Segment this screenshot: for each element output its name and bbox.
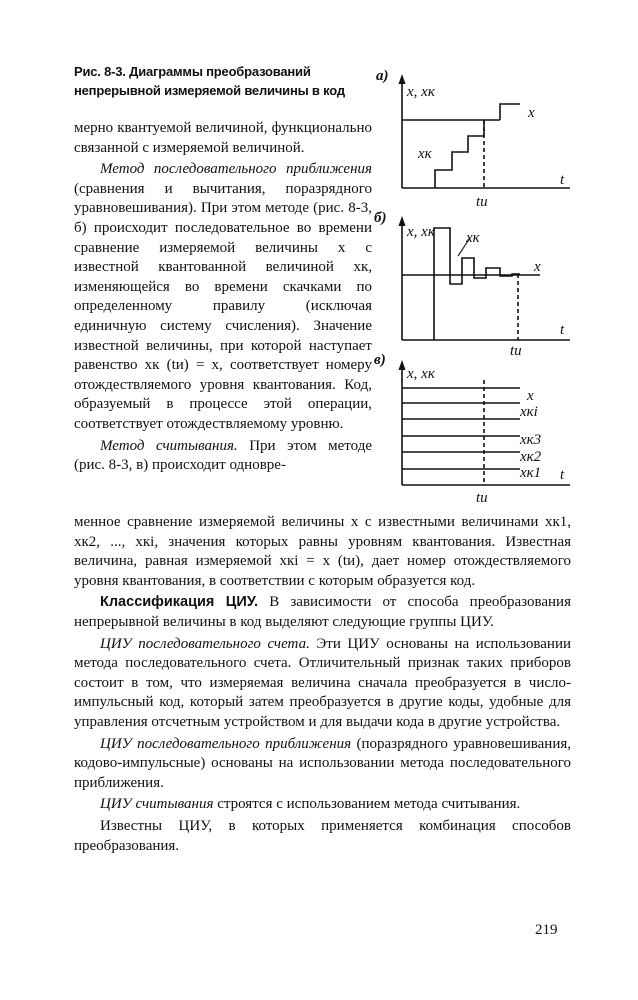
diagram-c-y-arrow bbox=[399, 360, 406, 370]
diagram-a-axis-y-label: x, xк bbox=[407, 84, 435, 100]
diagram-b-y-arrow bbox=[399, 216, 406, 226]
diagram-c-axis-y-label: x, xк bbox=[407, 366, 435, 382]
main-body-text bbox=[74, 513, 571, 856]
term-successive-approx-ciu: ЦИУ последовательного приближения bbox=[100, 735, 352, 752]
diagram-c-xk1-label: xк1 bbox=[520, 465, 542, 481]
heading-classification: Классификация ЦИУ. bbox=[100, 594, 259, 611]
diagram-c-xk2-label: xк2 bbox=[520, 449, 542, 465]
paragraph-combination: Известны ЦИУ, в которых применяется комбинация способов преобразования. bbox=[74, 817, 571, 854]
diagram-b-axis-y-label: x, xк bbox=[407, 224, 435, 240]
left-column-text bbox=[74, 119, 372, 476]
diagram-a-xk-label: xк bbox=[418, 146, 432, 162]
paragraph-reading-text: строятся с использованием метода считывания. bbox=[213, 796, 521, 813]
paragraph-2 bbox=[74, 160, 372, 434]
diagram-c-x-label: x bbox=[527, 388, 534, 404]
term-successive-approximation: Метод последовательного приближения bbox=[100, 161, 372, 178]
diagram-b-xk-label: xк bbox=[466, 230, 480, 246]
diagram-a-x-label: x bbox=[528, 105, 535, 121]
paragraph-1: мерно квантуемой величиной, функционально связанной с измеряемой величиной. bbox=[74, 120, 372, 156]
paragraph-classification-text: В зависимости от способа преобразования непрерывной величины в код выделяют следующие группы ЦИУ. bbox=[74, 594, 571, 630]
term-reading-method: Метод считывания. bbox=[100, 437, 238, 454]
paragraph-2-text: (сравнения и вычитания, поразрядного уравновешивания). При этом методе (рис. 8-3, б) происходит последовательное во времени сравнение измеряемой величины x с известной квантованной величиной xк, изменяющейся во времени скачками по определенному правилу (исключая единичную систему счисления). Значение известной величины, при которой наступает равенство xк (tи) = x, соответствует номеру отождествляемого уровня квантования. Код, образуемый в процессе этой операции, соответствует отождествляемому уровню. bbox=[74, 180, 372, 432]
diagram-b-panel-label: б) bbox=[374, 210, 387, 226]
paragraph-sequential-count bbox=[74, 635, 571, 733]
diagram-c-tu-label: tи bbox=[476, 490, 488, 506]
paragraph-3-continued: менное сравнение измеряемой величины x с известными величинами xк1, xк2, ..., xкi, значения которых равны уровням квантования. Известная величина, равная измеряемой xкi = x (tи), дает номер отождествляемого уровня квантования, в соответствии с которым образуется код. bbox=[74, 514, 571, 589]
diagram-a-tu-label: tи bbox=[476, 194, 488, 210]
figure-caption: Рис. 8-3. Диаграммы преобразований непрерывной измеряемой величины в код bbox=[74, 64, 345, 98]
diagram-b-t-label: t bbox=[560, 322, 565, 338]
term-reading-ciu: ЦИУ считывания bbox=[100, 796, 214, 813]
paragraph-classification bbox=[74, 593, 571, 632]
diagram-c-panel-label: в) bbox=[374, 352, 386, 368]
paragraph-reading bbox=[74, 795, 571, 815]
paragraph-sequential-count-text: Эти ЦИУ основаны на использовании метода последовательного счета. Отличительный признак таких приборов состоит в том, что измеряемая величина сначала преобразуется в число-импульсный код, который затем преобразуется в другие коды, удобные для управления отсчетным устройством и для выдачи кода в другие устройства. bbox=[74, 635, 572, 730]
diagram-b-tu-label: tи bbox=[510, 343, 522, 359]
page-number: 219 bbox=[535, 922, 558, 938]
diagram-b-x-label: x bbox=[534, 259, 541, 275]
diagram-c-xki-label: xкi bbox=[520, 404, 538, 420]
diagram-a-x-step bbox=[500, 104, 520, 120]
paragraph-successive-approx-text: (поразрядного уравновешивания, кодово-импульсные) основаны на использовании метода последовательного приближения. bbox=[74, 735, 571, 791]
diagram-a-panel-label: а) bbox=[376, 68, 389, 84]
diagram-a-y-arrow bbox=[399, 74, 406, 84]
paragraph-successive-approx bbox=[74, 735, 571, 794]
diagram-a-t-label: t bbox=[560, 172, 565, 188]
paragraph-3 bbox=[74, 437, 372, 476]
paragraph-3-text: При этом методе (рис. 8-3, в) происходит одновре- bbox=[74, 437, 372, 474]
diagram-a-xk-staircase bbox=[435, 120, 484, 188]
diagram-c-t-label: t bbox=[560, 467, 565, 483]
term-sequential-count: ЦИУ последовательного счета. bbox=[100, 635, 310, 652]
diagram-c-xk3-label: xк3 bbox=[520, 432, 542, 448]
